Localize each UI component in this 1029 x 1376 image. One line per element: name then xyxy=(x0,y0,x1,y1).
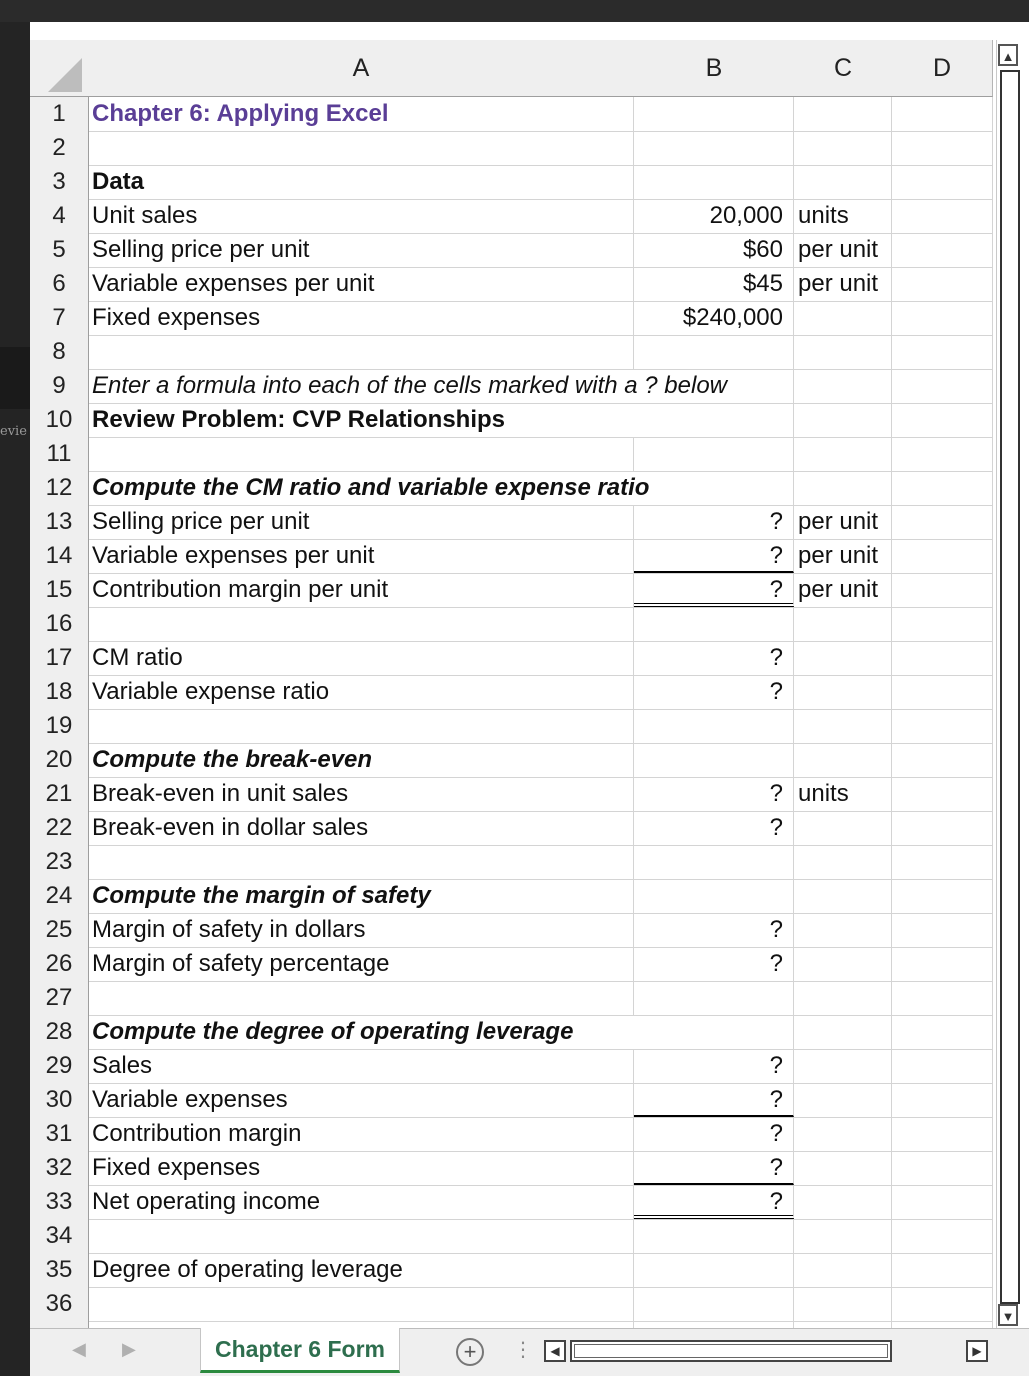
horizontal-scrollbar[interactable] xyxy=(570,1340,892,1362)
sheet-row-28 xyxy=(30,1015,992,1050)
cell-c29[interactable] xyxy=(794,1049,892,1083)
background-window-strip xyxy=(0,22,30,1376)
cell-d27[interactable] xyxy=(892,981,993,1015)
cell-a32[interactable]: Fixed expenses xyxy=(88,1151,634,1185)
cell-c2[interactable] xyxy=(794,131,892,165)
cell-a1[interactable]: Chapter 6: Applying Excel xyxy=(88,97,634,131)
cell-d32[interactable] xyxy=(892,1151,993,1185)
cell-c36[interactable] xyxy=(794,1287,892,1321)
cell-a25[interactable]: Margin of safety in dollars xyxy=(88,913,634,947)
column-header-a[interactable]: A xyxy=(88,40,635,97)
cell-c4[interactable]: units xyxy=(794,199,892,233)
sheet-row-3 xyxy=(30,165,992,200)
cell-d8[interactable] xyxy=(892,335,993,369)
cell-a19[interactable] xyxy=(88,709,634,743)
cell-b11[interactable] xyxy=(634,437,794,471)
cell-d35[interactable] xyxy=(892,1253,993,1287)
cell-a3[interactable]: Data xyxy=(88,165,634,199)
row-header[interactable]: 10 xyxy=(30,403,89,437)
cell-b3[interactable] xyxy=(634,165,794,199)
sheet-row-6 xyxy=(30,267,992,302)
sheet-row-14 xyxy=(30,539,992,574)
row-header[interactable]: 9 xyxy=(30,369,89,403)
cell-d6[interactable] xyxy=(892,267,993,301)
cell-b34[interactable] xyxy=(634,1219,794,1253)
sheet-row-35 xyxy=(30,1253,992,1288)
cell-d16[interactable] xyxy=(892,607,993,641)
cell-b22[interactable]: ? xyxy=(634,811,794,845)
cell-c28[interactable] xyxy=(794,1015,892,1049)
cell-d10[interactable] xyxy=(892,403,993,437)
sheet-row-31 xyxy=(30,1117,992,1152)
cell-d3[interactable] xyxy=(892,165,993,199)
cell-d15[interactable] xyxy=(892,573,993,607)
row-header[interactable]: 15 xyxy=(30,573,89,607)
cell-a12[interactable]: Compute the CM ratio and variable expense ratio xyxy=(92,474,650,501)
cell-a31[interactable]: Contribution margin xyxy=(88,1117,634,1151)
cell-a23[interactable] xyxy=(88,845,634,879)
row-header[interactable]: 23 xyxy=(30,845,89,879)
cell-b35[interactable] xyxy=(634,1253,794,1287)
row-header[interactable]: 20 xyxy=(30,743,89,777)
cell-d34[interactable] xyxy=(892,1219,993,1253)
cell-a2[interactable] xyxy=(88,131,634,165)
row-header[interactable]: 12 xyxy=(30,471,89,505)
add-sheet-icon[interactable]: + xyxy=(456,1338,484,1366)
cell-b27[interactable] xyxy=(634,981,794,1015)
cell-a24[interactable]: Compute the margin of safety xyxy=(88,879,634,913)
cell-d31[interactable] xyxy=(892,1117,993,1151)
cell-c27[interactable] xyxy=(794,981,892,1015)
cell-a21[interactable]: Break-even in unit sales xyxy=(88,777,634,811)
cell-a22[interactable]: Break-even in dollar sales xyxy=(88,811,634,845)
sheet-row-8 xyxy=(30,335,992,370)
cell-c31[interactable] xyxy=(794,1117,892,1151)
row-header[interactable]: 16 xyxy=(30,607,89,641)
row-header[interactable]: 17 xyxy=(30,641,89,675)
column-header-b[interactable]: B xyxy=(634,40,795,97)
row-header[interactable]: 25 xyxy=(30,913,89,947)
row-header[interactable]: 14 xyxy=(30,539,89,573)
cell-b18[interactable]: ? xyxy=(634,675,794,709)
row-header[interactable]: 19 xyxy=(30,709,89,743)
row-header[interactable]: 18 xyxy=(30,675,89,709)
cell-a6[interactable]: Variable expenses per unit xyxy=(88,267,634,301)
cell-b12[interactable] xyxy=(634,471,794,505)
cell-b29[interactable]: ? xyxy=(634,1049,794,1083)
cell-c14[interactable]: per unit xyxy=(794,539,892,573)
sheet-row-18 xyxy=(30,675,992,710)
cell-c11[interactable] xyxy=(794,437,892,471)
cell-c34[interactable] xyxy=(794,1219,892,1253)
sheet-row-15 xyxy=(30,573,992,608)
cell-c25[interactable] xyxy=(794,913,892,947)
cell-c1[interactable] xyxy=(794,97,892,131)
row-header[interactable]: 29 xyxy=(30,1049,89,1083)
cell-a17[interactable]: CM ratio xyxy=(88,641,634,675)
cell-c35[interactable] xyxy=(794,1253,892,1287)
cell-b16[interactable] xyxy=(634,607,794,641)
cell-d29[interactable] xyxy=(892,1049,993,1083)
cell-a15[interactable]: Contribution margin per unit xyxy=(88,573,634,607)
cell-a26[interactable]: Margin of safety percentage xyxy=(88,947,634,981)
row-header[interactable]: 24 xyxy=(30,879,89,913)
cell-d23[interactable] xyxy=(892,845,993,879)
sheet-row-29 xyxy=(30,1049,992,1084)
cell-d36[interactable] xyxy=(892,1287,993,1321)
cell-d4[interactable] xyxy=(892,199,993,233)
sheet-row-34 xyxy=(30,1219,992,1254)
cell-b21[interactable]: ? xyxy=(634,777,794,811)
row-header[interactable]: 34 xyxy=(30,1219,89,1253)
cell-b19[interactable] xyxy=(634,709,794,743)
sheet-row-25 xyxy=(30,913,992,948)
cell-c17[interactable] xyxy=(794,641,892,675)
cell-b20[interactable] xyxy=(634,743,794,777)
cell-b15[interactable]: ? xyxy=(634,573,794,607)
cell-d18[interactable] xyxy=(892,675,993,709)
cell-d7[interactable] xyxy=(892,301,993,335)
cell-a30[interactable]: Variable expenses xyxy=(88,1083,634,1117)
cell-b32[interactable]: ? xyxy=(634,1151,794,1185)
cell-c10[interactable] xyxy=(794,403,892,437)
cell-d5[interactable] xyxy=(892,233,993,267)
row-header[interactable]: 13 xyxy=(30,505,89,539)
scroll-down-icon[interactable]: ▼ xyxy=(998,1304,1018,1326)
cell-d22[interactable] xyxy=(892,811,993,845)
cell-b1[interactable] xyxy=(634,97,794,131)
cell-c24[interactable] xyxy=(794,879,892,913)
cell-d19[interactable] xyxy=(892,709,993,743)
cell-c30[interactable] xyxy=(794,1083,892,1117)
cell-a11[interactable] xyxy=(88,437,634,471)
cell-a28[interactable]: Compute the degree of operating leverage xyxy=(92,1018,574,1045)
row-header[interactable]: 5 xyxy=(30,233,89,267)
cell-c15[interactable]: per unit xyxy=(794,573,892,607)
cell-b25[interactable]: ? xyxy=(634,913,794,947)
cell-d20[interactable] xyxy=(892,743,993,777)
cell-a4[interactable]: Unit sales xyxy=(88,199,634,233)
scroll-up-icon[interactable]: ▲ xyxy=(998,44,1018,66)
sheet-row-1 xyxy=(30,97,992,132)
sheet-row-19 xyxy=(30,709,992,744)
row-header[interactable]: 35 xyxy=(30,1253,89,1287)
row-header[interactable]: 22 xyxy=(30,811,89,845)
cell-c16[interactable] xyxy=(794,607,892,641)
cell-c9[interactable] xyxy=(794,369,892,403)
cell-d30[interactable] xyxy=(892,1083,993,1117)
sheet-tab-chapter-6-form[interactable]: Chapter 6 Form xyxy=(200,1328,400,1373)
cell-b10[interactable] xyxy=(634,403,794,437)
horizontal-scroll-thumb[interactable] xyxy=(574,1344,888,1358)
cell-c3[interactable] xyxy=(794,165,892,199)
cell-b7[interactable]: $240,000 xyxy=(634,301,794,335)
background-panel xyxy=(0,347,30,409)
cell-b31[interactable]: ? xyxy=(634,1117,794,1151)
row-header[interactable]: 7 xyxy=(30,301,89,335)
cell-b24[interactable] xyxy=(634,879,794,913)
cell-c21[interactable]: units xyxy=(794,777,892,811)
row-header[interactable]: 27 xyxy=(30,981,89,1015)
row-header[interactable]: 28 xyxy=(30,1015,89,1049)
cell-c26[interactable] xyxy=(794,947,892,981)
scroll-right-icon[interactable]: ▶ xyxy=(966,1340,988,1362)
cell-c12[interactable] xyxy=(794,471,892,505)
cell-a35[interactable]: Degree of operating leverage xyxy=(88,1253,634,1287)
sheet-row-4 xyxy=(30,199,992,234)
vertical-scrollbar[interactable] xyxy=(996,40,1021,1330)
row-header[interactable]: 30 xyxy=(30,1083,89,1117)
sheet-row-20 xyxy=(30,743,992,778)
row-header[interactable]: 2 xyxy=(30,131,89,165)
sheet-row-7 xyxy=(30,301,992,336)
cell-d17[interactable] xyxy=(892,641,993,675)
row-header[interactable]: 8 xyxy=(30,335,89,369)
column-header-d[interactable]: D xyxy=(892,40,993,97)
cell-d25[interactable] xyxy=(892,913,993,947)
cell-c18[interactable] xyxy=(794,675,892,709)
cell-c8[interactable] xyxy=(794,335,892,369)
next-sheet-icon[interactable]: ▶ xyxy=(122,1339,136,1359)
cell-a18[interactable]: Variable expense ratio xyxy=(88,675,634,709)
cell-b13[interactable]: ? xyxy=(634,505,794,539)
cell-a10[interactable]: Review Problem: CVP Relationships xyxy=(92,406,506,433)
cell-b28[interactable] xyxy=(634,1015,794,1049)
sheet-row-30 xyxy=(30,1083,992,1118)
row-header[interactable]: 31 xyxy=(30,1117,89,1151)
row-header[interactable]: 33 xyxy=(30,1185,89,1219)
sheet-row-11 xyxy=(30,437,992,472)
vertical-scroll-thumb[interactable] xyxy=(1000,70,1020,1304)
cell-b6[interactable]: $45 xyxy=(634,267,794,301)
window-top-bar xyxy=(0,0,1029,22)
cell-d11[interactable] xyxy=(892,437,993,471)
sheet-row-21 xyxy=(30,777,992,812)
cell-b8[interactable] xyxy=(634,335,794,369)
cell-d1[interactable] xyxy=(892,97,993,131)
cell-a20[interactable]: Compute the break-even xyxy=(88,743,634,777)
row-header[interactable]: 11 xyxy=(30,437,89,471)
sheet-row-10 xyxy=(30,403,992,438)
row-header[interactable]: 21 xyxy=(30,777,89,811)
cell-d24[interactable] xyxy=(892,879,993,913)
sheet-row-23 xyxy=(30,845,992,880)
cell-c19[interactable] xyxy=(794,709,892,743)
more-options-icon[interactable]: ⋮ xyxy=(513,1339,533,1361)
cell-c5[interactable]: per unit xyxy=(794,233,892,267)
cell-a33[interactable]: Net operating income xyxy=(88,1185,634,1219)
sheet-row-2 xyxy=(30,131,992,166)
spreadsheet xyxy=(30,22,1029,1376)
cell-a14[interactable]: Variable expenses per unit xyxy=(88,539,634,573)
cell-b23[interactable] xyxy=(634,845,794,879)
sheet-row-9 xyxy=(30,369,992,404)
sheet-row-17 xyxy=(30,641,992,676)
select-all-corner[interactable] xyxy=(30,40,89,97)
prev-sheet-icon[interactable]: ◀ xyxy=(72,1339,86,1359)
sheet-row-22 xyxy=(30,811,992,846)
cell-d9[interactable] xyxy=(892,369,993,403)
sheet-row-5 xyxy=(30,233,992,268)
cell-b2[interactable] xyxy=(634,131,794,165)
cell-a16[interactable] xyxy=(88,607,634,641)
cell-c23[interactable] xyxy=(794,845,892,879)
cell-c33[interactable] xyxy=(794,1185,892,1219)
cell-a8[interactable] xyxy=(88,335,634,369)
cell-a9[interactable]: Enter a formula into each of the cells marked with a ? below xyxy=(92,372,727,399)
cell-b17[interactable]: ? xyxy=(634,641,794,675)
cell-a5[interactable]: Selling price per unit xyxy=(88,233,634,267)
cell-c22[interactable] xyxy=(794,811,892,845)
cell-a36[interactable] xyxy=(88,1287,634,1321)
cell-d12[interactable] xyxy=(892,471,993,505)
sheet-row-32 xyxy=(30,1151,992,1186)
cell-a29[interactable]: Sales xyxy=(88,1049,634,1083)
cell-b5[interactable]: $60 xyxy=(634,233,794,267)
cell-d21[interactable] xyxy=(892,777,993,811)
cell-d13[interactable] xyxy=(892,505,993,539)
scroll-left-icon[interactable]: ◀ xyxy=(544,1340,566,1362)
cell-b33[interactable]: ? xyxy=(634,1185,794,1219)
cell-c13[interactable]: per unit xyxy=(794,505,892,539)
cell-c20[interactable] xyxy=(794,743,892,777)
row-header[interactable]: 36 xyxy=(30,1287,89,1321)
cell-a34[interactable] xyxy=(88,1219,634,1253)
cell-c7[interactable] xyxy=(794,301,892,335)
cell-d14[interactable] xyxy=(892,539,993,573)
cell-c32[interactable] xyxy=(794,1151,892,1185)
row-header[interactable]: 1 xyxy=(30,97,89,131)
row-header[interactable]: 3 xyxy=(30,165,89,199)
cell-d2[interactable] xyxy=(892,131,993,165)
sheet-row-16 xyxy=(30,607,992,642)
sheet-row-27 xyxy=(30,981,992,1016)
cell-b36[interactable] xyxy=(634,1287,794,1321)
row-header[interactable]: 26 xyxy=(30,947,89,981)
sheet-row-33 xyxy=(30,1185,992,1220)
row-header[interactable]: 4 xyxy=(30,199,89,233)
sheet-row-26 xyxy=(30,947,992,982)
cell-d33[interactable] xyxy=(892,1185,993,1219)
cell-a27[interactable] xyxy=(88,981,634,1015)
sheet-row-36 xyxy=(30,1287,992,1322)
cell-a7[interactable]: Fixed expenses xyxy=(88,301,634,335)
cell-b9[interactable] xyxy=(634,369,794,403)
cell-d28[interactable] xyxy=(892,1015,993,1049)
cell-b14[interactable]: ? xyxy=(634,539,794,573)
sheet-row-13 xyxy=(30,505,992,540)
row-header[interactable]: 32 xyxy=(30,1151,89,1185)
cell-b4[interactable]: 20,000 xyxy=(634,199,794,233)
cell-b26[interactable]: ? xyxy=(634,947,794,981)
cell-d26[interactable] xyxy=(892,947,993,981)
cell-b30[interactable]: ? xyxy=(634,1083,794,1117)
sheet-row-12 xyxy=(30,471,992,506)
column-header-c[interactable]: C xyxy=(794,40,893,97)
background-label: evie xyxy=(0,424,27,439)
cell-c6[interactable]: per unit xyxy=(794,267,892,301)
row-header[interactable]: 6 xyxy=(30,267,89,301)
sheet-tab-bar xyxy=(30,1328,1029,1376)
cell-a13[interactable]: Selling price per unit xyxy=(88,505,634,539)
sheet-row-24 xyxy=(30,879,992,914)
